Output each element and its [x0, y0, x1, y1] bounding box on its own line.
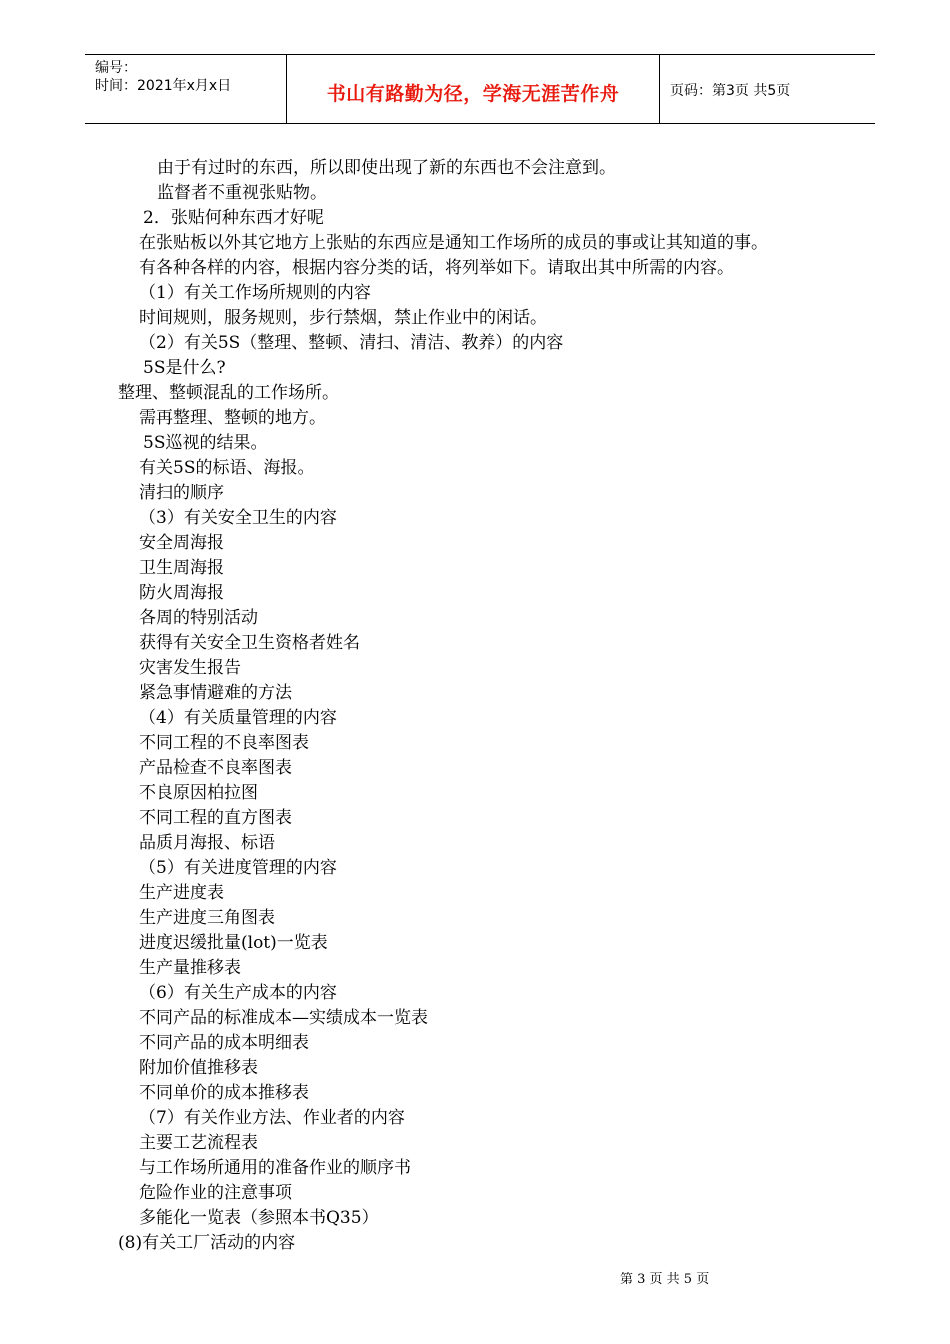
- body-line: 在张贴板以外其它地方上张贴的东西应是通知工作场所的成员的事或让其知道的事。: [139, 233, 768, 253]
- body-line: 安全周海报: [139, 533, 224, 553]
- body-line: 不同产品的标准成本—实绩成本一览表: [139, 1008, 428, 1028]
- body-line: 5S是什么?: [143, 358, 226, 378]
- body-line: 品质月海报、标语: [139, 833, 275, 853]
- body-line: 不良原因柏拉图: [139, 783, 258, 803]
- body-line: 不同单价的成本推移表: [139, 1083, 309, 1103]
- subsection-heading: （1）有关工作场所规则的内容: [139, 283, 371, 303]
- body-line: 不同工程的不良率图表: [139, 733, 309, 753]
- body-line: 生产进度三角图表: [139, 908, 275, 928]
- subsection-heading: （5）有关进度管理的内容: [139, 858, 337, 878]
- body-line: 产品检查不良率图表: [139, 758, 292, 778]
- body-line: 多能化一览表（参照本书Q35）: [139, 1208, 379, 1228]
- body-line: 附加价值推移表: [139, 1058, 258, 1078]
- body-line: 与工作场所通用的准备作业的顺序书: [139, 1158, 411, 1178]
- body-line: 进度迟缓批量(lot)一览表: [139, 933, 328, 953]
- header-motto: 书山有路勤为径，学海无涯苦作舟: [326, 83, 620, 105]
- document-time-label: 时间：2021年x月x日: [95, 78, 232, 94]
- body-line: 时间规则，服务规则，步行禁烟，禁止作业中的闲话。: [139, 308, 547, 328]
- header-page-label: 页码：第3页 共5页: [670, 83, 791, 99]
- subsection-heading: （6）有关生产成本的内容: [139, 983, 337, 1003]
- page-footer: 第 3 页 共 5 页: [620, 1272, 710, 1287]
- body-line: 紧急事情避难的方法: [139, 683, 292, 703]
- body-line: 生产量推移表: [139, 958, 241, 978]
- body-line: 生产进度表: [139, 883, 224, 903]
- body-line: 5S巡视的结果。: [143, 433, 268, 453]
- subsection-heading: （7）有关作业方法、作业者的内容: [139, 1108, 405, 1128]
- body-line: 由于有过时的东西，所以即使出现了新的东西也不会注意到。: [157, 158, 616, 178]
- body-line: 不同工程的直方图表: [139, 808, 292, 828]
- subsection-heading: （3）有关安全卫生的内容: [139, 508, 337, 528]
- body-line: 卫生周海报: [139, 558, 224, 578]
- body-line: 危险作业的注意事项: [139, 1183, 292, 1203]
- subsection-heading: （2）有关5S（整理、整顿、清扫、清洁、教养）的内容: [139, 333, 564, 353]
- body-line: 主要工艺流程表: [139, 1133, 258, 1153]
- body-line: 不同产品的成本明细表: [139, 1033, 309, 1053]
- body-line: 各周的特别活动: [139, 608, 258, 628]
- body-line: 获得有关安全卫生资格者姓名: [139, 633, 360, 653]
- body-line: 需再整理、整顿的地方。: [139, 408, 326, 428]
- body-line: 清扫的顺序: [139, 483, 224, 503]
- body-line: 灾害发生报告: [139, 658, 241, 678]
- page-header: [85, 54, 875, 124]
- body-line: 整理、整顿混乱的工作场所。: [118, 383, 339, 403]
- header-motto-cell: [287, 55, 660, 123]
- header-meta-cell: [85, 55, 287, 123]
- body-line: 防火周海报: [139, 583, 224, 603]
- body-line: 有各种各样的内容，根据内容分类的话，将列举如下。请取出其中所需的内容。: [139, 258, 734, 278]
- body-line: 有关5S的标语、海报。: [139, 458, 315, 478]
- subsection-heading: （4）有关质量管理的内容: [139, 708, 337, 728]
- header-page-cell: [660, 55, 875, 123]
- document-number-label: 编号：: [95, 60, 137, 76]
- body-line: 监督者不重视张贴物。: [157, 183, 327, 203]
- subsection-heading: (8)有关工厂活动的内容: [118, 1233, 296, 1253]
- section-heading: 2．张贴何种东西才好呢: [143, 208, 324, 228]
